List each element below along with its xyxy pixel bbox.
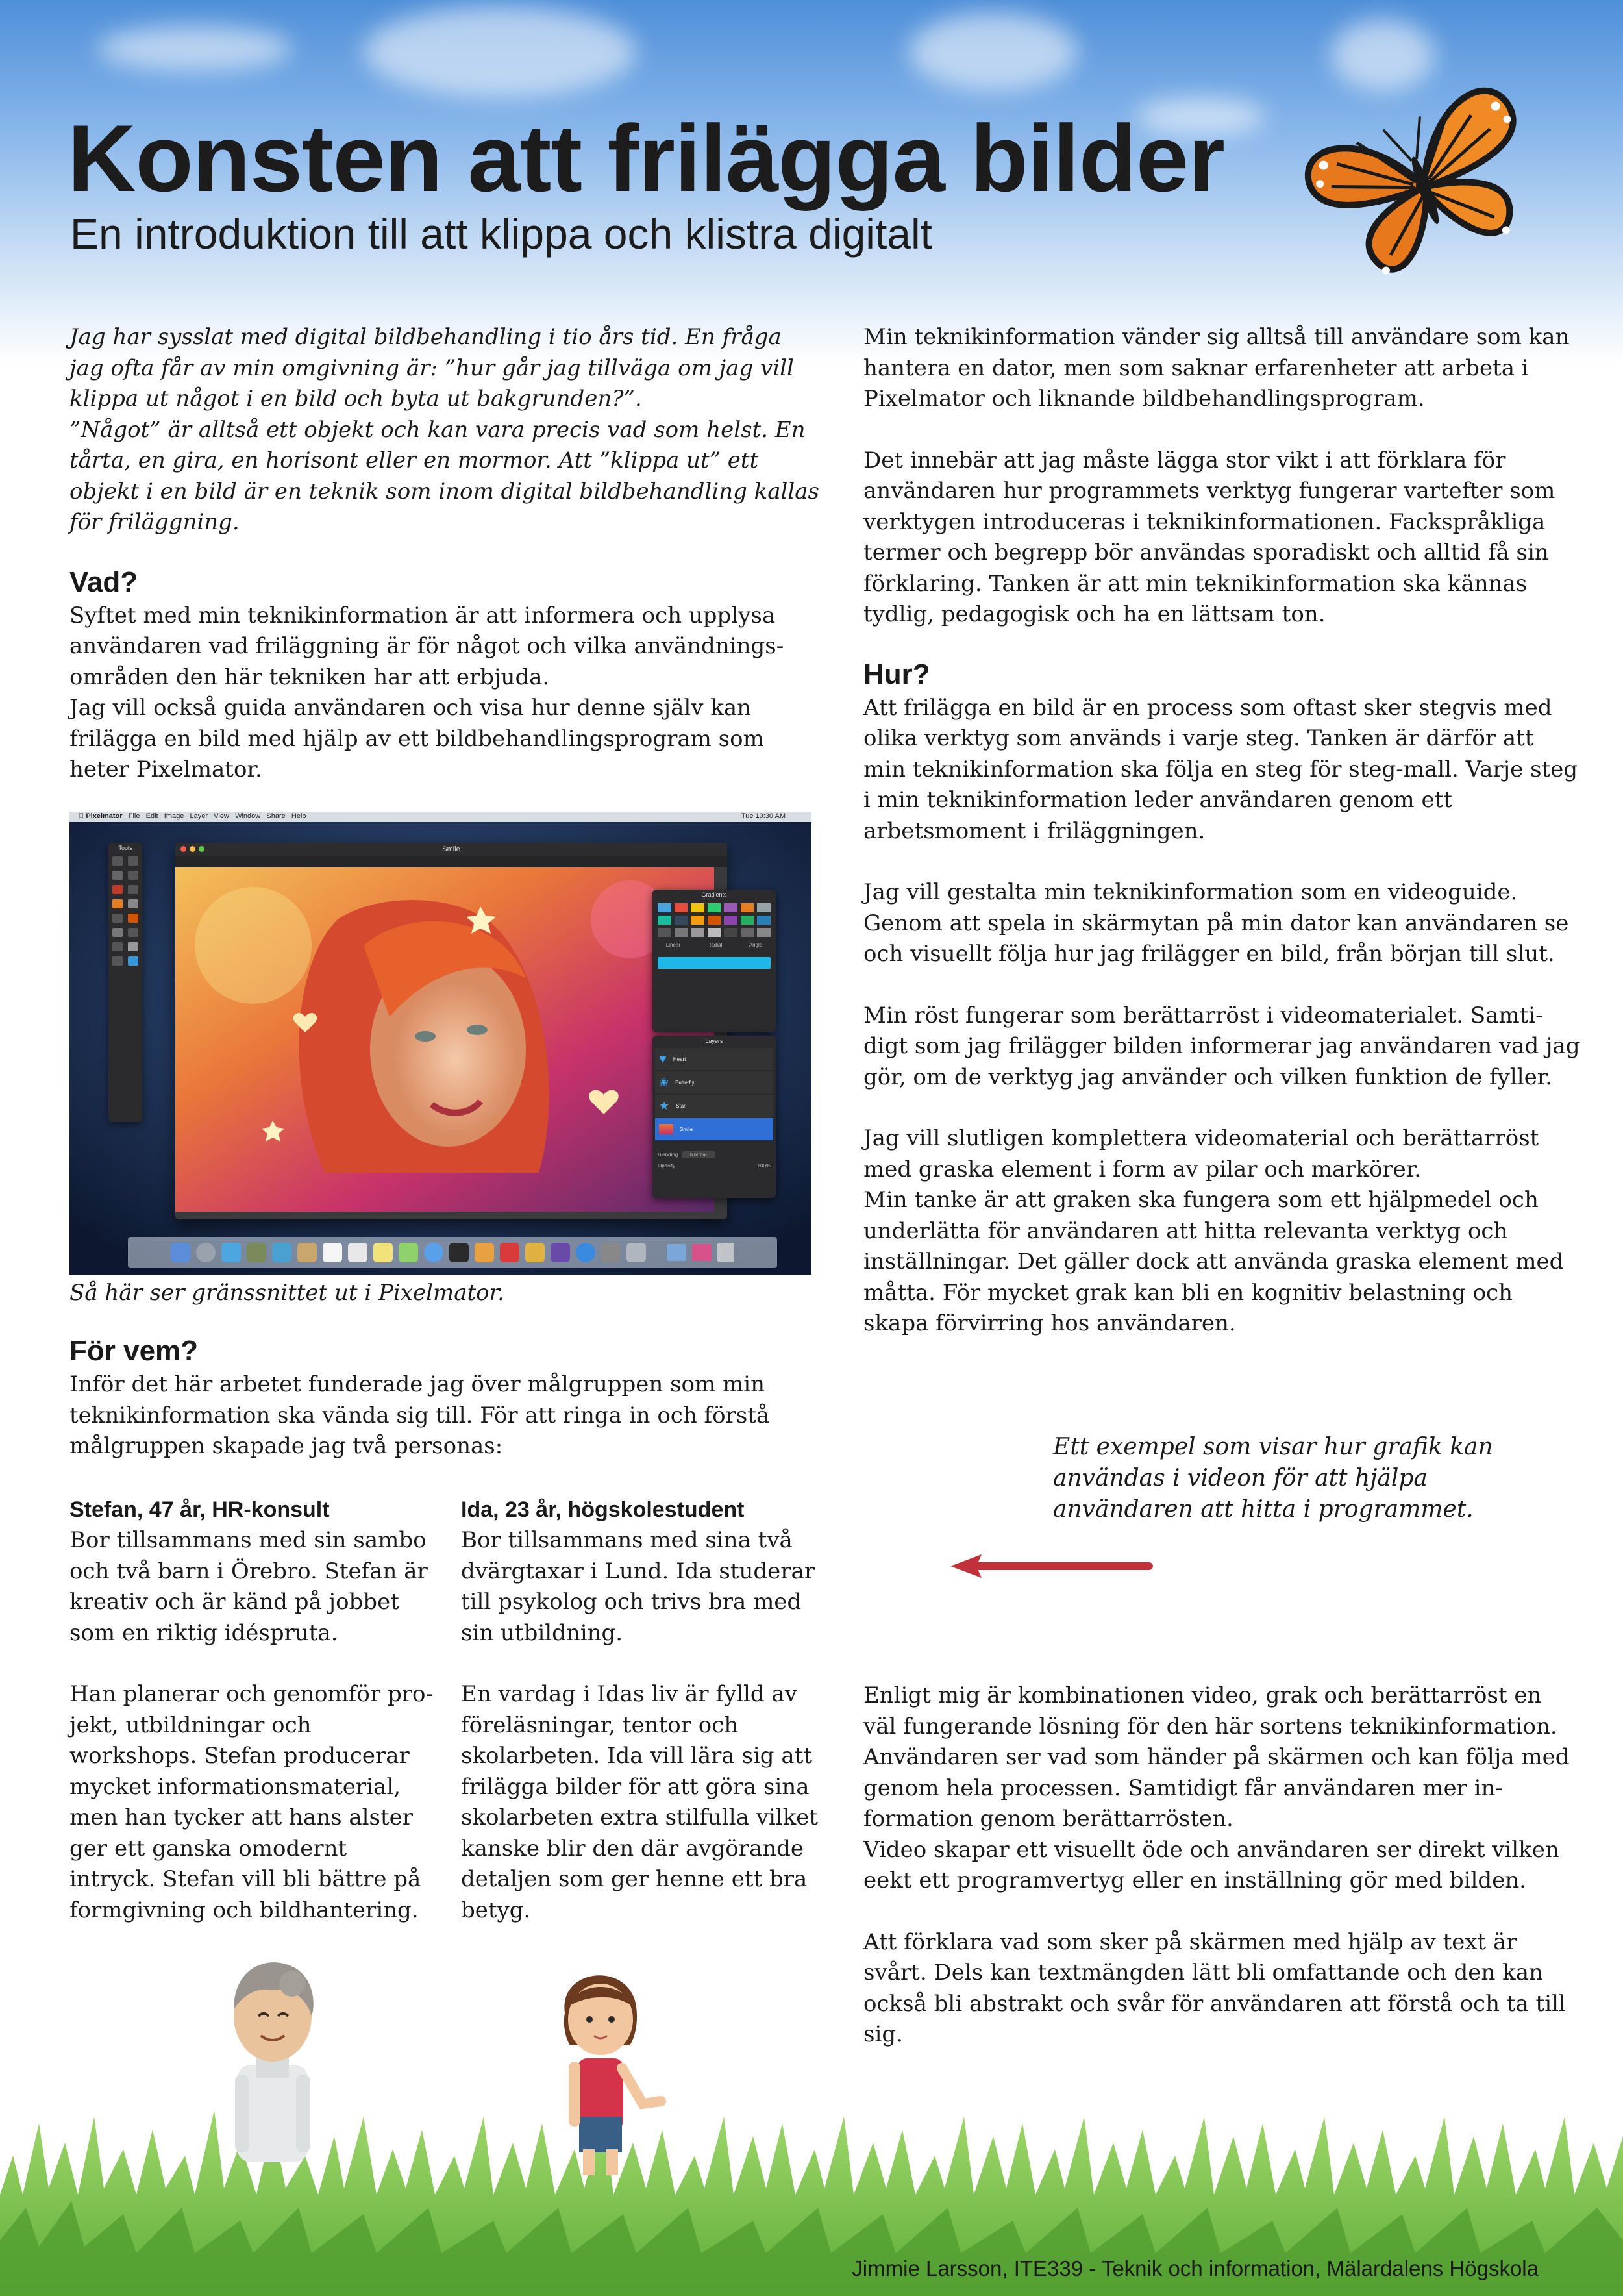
right-column [863,322,1581,1340]
hur-paragraph: Min tanke är att graken ska fungera som ett hjälpmedel och underlätta för användaren att hitta relevanta verktyg och inställningar. Det gäller dock att använda graska element med måtta. För mycket grak kan bli en kognitiv belastning och skapa förvirring hos användaren. [863,1187,1564,1336]
persona-heading: Ida, 23 år, högskolestudent [461,1497,745,1522]
pixelmator-screenshot [69,812,812,1275]
layers-title: Layers [705,1038,723,1044]
gradient-type-linear[interactable]: Linear [665,942,681,948]
section-heading-vad: Vad? [69,566,138,598]
section-heading-hur: Hur? [863,658,930,690]
right-paragraph: Video skapar ett visuellt öde och användaren ser direkt vilken eekt ett programvertyg eller en inställning gör med bilden. [863,1836,1559,1893]
dock-app-icon[interactable] [221,1243,241,1262]
tools-title: Tools [118,845,132,851]
page-subtitle: En introduktion till att klippa och klistra digitalt [70,210,932,258]
persona-paragraph: Han planerar och genomför pro-jekt, utbildningar och workshops. Stefan producerar mycket informationsmaterial, men han tycker att hans alster ger ett ganska omodernt intryck. Stefan vill bli bättre på formgivning och bildhantering. [69,1681,433,1923]
red-arrow-icon [948,1552,1156,1580]
section-heading-forvem: För vem? [69,1335,199,1367]
vad-paragraph: Syftet med min teknikinformation är att informera och upplysa användaren vad friläggning är för något och vilka användnings-områden den här tekniken har att erbjuda. [69,602,784,690]
right-paragraph: Min teknikinformation vänder sig alltså till användare som kan hantera en dator, men som saknar erfarenheter att arbeta i Pixelmator och liknande bildbehandlingsprogram. [863,324,1570,412]
blending-select[interactable]: Normal [682,1151,715,1158]
screenshot-caption: Så här ser gränssnittet ut i Pixelmator. [69,1280,504,1306]
gradients-panel [652,890,776,1032]
right-column-bottom [863,1680,1581,2051]
persona-stefan [69,1495,433,1926]
blending-label: Blending [658,1152,678,1158]
dock-app-icon[interactable] [475,1243,494,1262]
gradient-preview[interactable] [658,957,771,969]
forvem-section [69,1333,823,1462]
butterfly-icon [1298,58,1545,279]
persona-paragraph: En vardag i Idas liv är fylld av föreläsningar, tentor och skolarbeten. Ida vill lära sig att frilägga bilder för att göra sina skolarbeten extra stilfulla vilket kanske blir den där avgörande detaljen som ger henne ett bra betyg. [461,1681,819,1923]
menu-file[interactable]: File [121,812,133,820]
right-paragraph: Det innebär att jag måste lägga stor vikt i att förklara för användaren hur programmets verktyg fungerar vartefter som verktygen introduceras i teknikinformationen. Fackspråkliga termer och begrepp bör användas sporadiskt och alltid få sin förklaring. Tanken är att min teknikinformation ska kännas tydlig, pedagogisk och ha en lättsam ton. [863,447,1555,627]
page-title: Konsten att frilägga bilder [68,105,1224,211]
layers-panel [652,1036,776,1198]
dock-app-icon[interactable] [449,1243,469,1262]
star-icon: ★ [659,1099,670,1112]
left-column [69,322,823,786]
tools-palette [108,843,142,1122]
document-window [175,843,727,1219]
persona-heading: Stefan, 47 år, HR-konsult [69,1497,330,1522]
dock [128,1237,777,1268]
opacity-value[interactable]: 100% [757,1163,771,1169]
trash-icon[interactable] [717,1243,734,1262]
gradient-type-angle[interactable]: Angle [749,942,763,948]
right-paragraph: Att förklara vad som sker på skärmen med hjälp av text är svårt. Dels kan textmängden lätt bli omfattande och den kan också bli abstrakt och svår för användaren att förstå och ta till sig. [863,1928,1566,2047]
apple-icon[interactable] [79,812,84,820]
forvem-paragraph: Inför det här arbetet funderade jag över målgruppen som min teknikinformation ska vända sig till. För att ringa in och förstå målgruppen skapade jag två personas: [69,1371,770,1459]
stefan-figure [208,1954,338,2175]
dock-app-icon[interactable] [576,1243,595,1262]
opacity-label: Opacity [658,1163,676,1169]
hur-paragraph: Min röst fungerar som berättarröst i videomaterialet. Samti-digt som jag frilägger bilden informerar jag användaren vad jag gör, om de verktyg jag använder och vilken funktion de fyller. [863,1002,1580,1090]
gradient-type-radial[interactable]: Radial [707,942,723,948]
dock-app-icon[interactable] [348,1243,367,1262]
gradients-title: Gradients [701,892,727,898]
dock-app-icon[interactable] [247,1243,266,1262]
persona-paragraph: Bor tillsammans med sin sambo och två barn i Örebro. Stefan är kreativ och är känd på jobbet som en riktig idéspruta. [69,1527,428,1646]
dock-folder-icon[interactable] [692,1244,712,1261]
layer-row[interactable]: ♥ Heart [655,1048,773,1070]
window-title: Smile [442,845,460,853]
ida-figure [532,1954,675,2175]
dock-app-icon[interactable] [272,1243,291,1262]
dock-app-icon[interactable] [500,1243,519,1262]
butterfly-layer-icon: ❀ [659,1075,669,1089]
dock-app-icon[interactable] [525,1243,545,1262]
dock-app-icon[interactable] [196,1243,216,1262]
layer-row[interactable]: ★ Star [655,1095,773,1117]
layer-row-selected[interactable]: Smile [655,1118,773,1140]
dock-app-icon[interactable] [323,1243,342,1262]
photo-thumbnail-icon [659,1124,673,1134]
dock-app-icon[interactable] [297,1243,317,1262]
hur-paragraph: Jag vill slutligen komplettera videomaterial och berättarröst med graska element i form av pilar och markörer. [863,1125,1539,1182]
footer-credit: Jimmie Larsson, ITE339 - Teknik och information, Mälardalens Högskola [852,2256,1539,2280]
layer-row[interactable]: ❀ Butterfly [655,1071,773,1093]
menubar-clock: Tue 10:30 AM [741,812,786,820]
menu-image[interactable]: Image [156,812,177,820]
dock-app-icon[interactable] [601,1243,621,1262]
persona-paragraph: Bor tillsammans med sina två dvärgtaxar i Lund. Ida studerar till psykolog och trivs bra med sin utbildning. [461,1527,815,1646]
right-paragraph: Enligt mig är kombinationen video, grak och berättarröst en väl fungerande lösning för den här sortens teknikinformation. Användaren ser vad som händer på skärmen och kan följa med genom hela processen. Samtidigt får användaren mer in-formation genom berättarrösten. [863,1682,1570,1832]
intro-paragraph: Jag har sysslat med digital bildbehandling i tio års tid. En fråga jag ofta får av min omgivning är: ”hur går jag tillväga om jag vill klippa ut något i en bild och byta ut bakgrunden?”. [69,324,794,412]
heart-icon: ♥ [659,1051,667,1066]
dock-folder-icon[interactable] [667,1244,686,1261]
dock-app-icon[interactable] [424,1243,443,1262]
menu-help[interactable]: Help [284,812,299,820]
menu-view[interactable]: View [206,812,222,820]
menu-edit[interactable]: Edit [138,812,151,820]
dock-app-icon[interactable] [373,1243,393,1262]
hur-paragraph: Att frilägga en bild är en process som oftast sker stegvis med olika verktyg som används i varje steg. Tanken är därför att min teknikinformation ska följa en steg för steg-mall. Varje steg i min teknikinformation leder användaren genom ett arbetsmoment i friläggningen. [863,694,1578,844]
vad-paragraph: Jag vill också guida användaren och visa hur denne själv kan frilägga en bild med hjälp av ett bildbehandlingsprogram som heter Pixelmator. [69,695,764,782]
menu-share[interactable]: Share [259,812,279,820]
hur-paragraph: Jag vill gestalta min teknikinformation som en videoguide. Genom att spela in skärmytan på min dator kan användaren se och visuellt följa hur jag frilägger en bild, från början till slut. [863,879,1569,967]
persona-ida [461,1495,824,1926]
menu-app[interactable]: Pixelmator [79,812,116,820]
dock-app-icon[interactable] [171,1243,190,1262]
menu-layer[interactable]: Layer [182,812,201,820]
menu-window[interactable]: Window [227,812,253,820]
dock-app-icon[interactable] [551,1243,570,1262]
dock-app-icon[interactable] [399,1243,418,1262]
dock-app-icon[interactable] [626,1243,646,1262]
intro-paragraph: ”Något” är alltså ett objekt och kan vara precis vad som helst. En tårta, en gira, en horisont eller en mormor. Att ”klippa ut” ett objekt i en bild är en teknik som inom digital bildbehandling kallas för friläggning. [69,416,819,535]
arrow-example-caption: Ett exempel som visar hur grafik kan användas i videon för att hjälpa användaren att hitta i programmet. [1053,1434,1493,1523]
